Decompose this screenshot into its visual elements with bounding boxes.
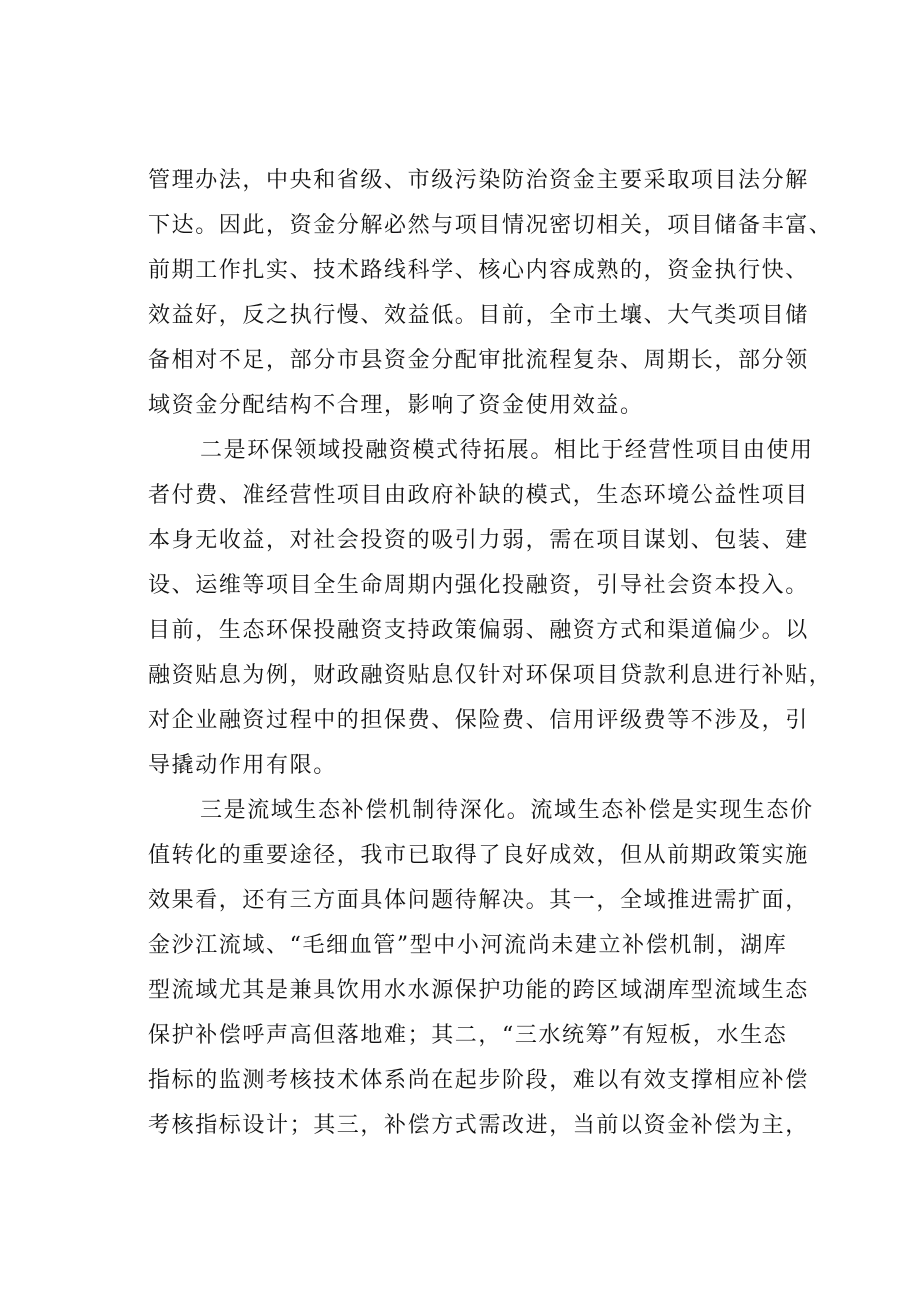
text-line: 型流域尤其是兼具饮用水水源保护功能的跨区域湖库型流域生态: [148, 978, 809, 1003]
text-line: 备相对不足，部分市县资金分配审批流程复杂、周期长，部分领: [148, 348, 809, 373]
text-line: 融资贴息为例，财政融资贴息仅针对环保项目贷款利息进行补贴，: [148, 663, 833, 688]
text-line: 保护补偿呼声高但落地难；其二，“三水统筹”有短板，水生态: [148, 1023, 788, 1048]
paragraph-1: [148, 158, 833, 428]
text-line: 本身无收益，对社会投资的吸引力弱，需在项目谋划、包装、建: [148, 528, 809, 553]
text-line: 管理办法，中央和省级、市级污染防治资金主要采取项目法分解: [148, 168, 809, 193]
text-line: 前期工作扎实、技术路线科学、核心内容成熟的，资金执行快、: [148, 258, 809, 283]
text-line: 目前，生态环保投融资支持政策偏弱、融资方式和渠道偏少。以: [148, 618, 809, 643]
text-line: 指标的监测考核技术体系尚在起步阶段，难以有效支撑相应补偿: [148, 1068, 809, 1093]
text-line: 效果看，还有三方面具体问题待解决。其一，全域推进需扩面，: [148, 888, 809, 913]
paragraph-3: [148, 788, 814, 1148]
text-line: 设、运维等项目全生命周期内强化投融资，引导社会资本投入。: [148, 573, 809, 598]
text-line: 者付费、准经营性项目由政府补缺的模式，生态环境公益性项目: [148, 483, 809, 508]
text-line: 导撬动作用有限。: [148, 753, 337, 778]
text-line: 值转化的重要途径，我市已取得了良好成效，但从前期政策实施: [148, 843, 809, 868]
text-line: 对企业融资过程中的担保费、保险费、信用评级费等不涉及，引: [148, 708, 809, 733]
text-line: 二是环保领域投融资模式待拓展。相比于经营性项目由使用: [200, 438, 814, 463]
text-line: 效益好，反之执行慢、效益低。目前，全市土壤、大气类项目储: [148, 303, 809, 328]
document-body: [148, 158, 833, 1148]
paragraph-2: [148, 428, 833, 788]
text-line: 域资金分配结构不合理，影响了资金使用效益。: [148, 393, 644, 418]
text-line: 下达。因此，资金分解必然与项目情况密切相关，项目储备丰富、: [148, 213, 833, 238]
text-line: 三是流域生态补偿机制待深化。流域生态补偿是实现生态价: [200, 798, 814, 823]
text-line: 金沙江流域、“毛细血管”型中小河流尚未建立补偿机制，湖库: [148, 933, 788, 958]
text-line: 考核指标设计；其三，补偿方式需改进，当前以资金补偿为主，: [148, 1113, 809, 1138]
